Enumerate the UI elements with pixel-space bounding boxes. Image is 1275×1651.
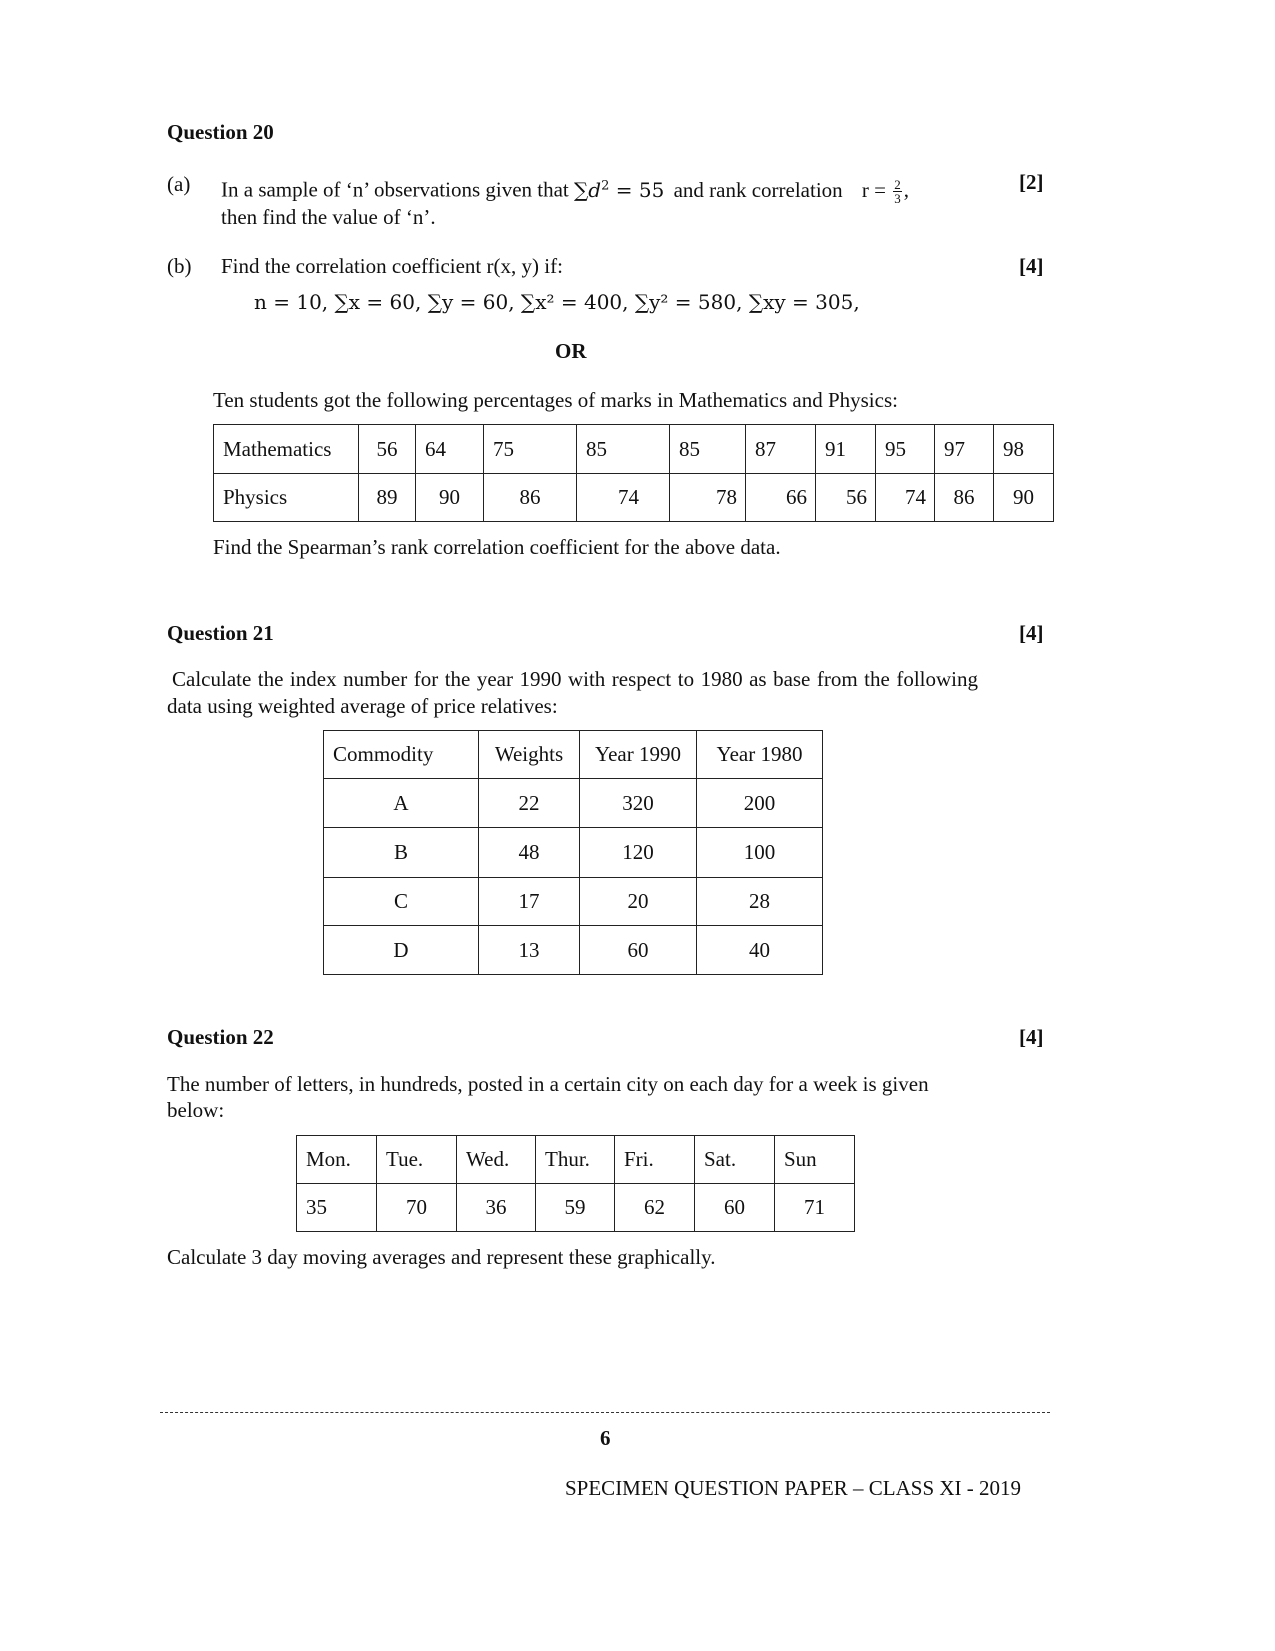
q20a-comma: ,: [903, 177, 909, 202]
table-cell: 74: [876, 474, 935, 522]
day-header: Wed.: [457, 1136, 536, 1184]
table-cell: 86: [935, 474, 994, 522]
footer-divider: [160, 1412, 1050, 1413]
table-cell: 120: [580, 828, 697, 878]
day-header: Sun: [775, 1136, 855, 1184]
table-cell: 28: [697, 878, 823, 926]
table-cell: 48: [479, 828, 580, 878]
day-header: Mon.: [297, 1136, 377, 1184]
q20a-line1-mid: and rank correlation: [673, 177, 843, 202]
table-row: [324, 878, 823, 926]
row-label: Physics: [214, 474, 359, 522]
table-row: [324, 926, 823, 975]
table-cell: 90: [994, 474, 1054, 522]
q20b-formula: n = 10, ∑x = 60, ∑y = 60, ∑x² = 400, ∑y² = 580, ∑xy = 305,: [254, 290, 860, 314]
table-cell: 91: [816, 425, 876, 474]
table-cell: 320: [580, 779, 697, 828]
table-cell: 74: [577, 474, 670, 522]
day-header: Fri.: [615, 1136, 695, 1184]
day-header: Thur.: [536, 1136, 615, 1184]
table-cell: 22: [479, 779, 580, 828]
q20b-marks: [4]: [1019, 254, 1044, 278]
marks-table-row: [214, 425, 1054, 474]
letters-table: [296, 1135, 855, 1232]
q20a-line1-pre: In a sample of ‘n’ observations given that: [221, 177, 569, 202]
q21-marks: [4]: [1019, 621, 1044, 645]
table-cell: 87: [746, 425, 816, 474]
table-cell: D: [324, 926, 479, 975]
table-cell: 75: [484, 425, 577, 474]
column-header: Year 1980: [697, 731, 823, 779]
column-header: Commodity: [324, 731, 479, 779]
table-cell: 90: [416, 474, 484, 522]
table-cell: 56: [359, 425, 416, 474]
table-cell: 86: [484, 474, 577, 522]
page-number: 6: [600, 1426, 611, 1450]
table-cell: 20: [580, 878, 697, 926]
column-header: Weights: [479, 731, 580, 779]
table-cell: 40: [697, 926, 823, 975]
q20b-line1: Find the correlation coefficient r(x, y) if:: [221, 254, 563, 278]
table-cell: 36: [457, 1184, 536, 1232]
q20a-sum-expression: $\sum d^2 = 55$: [574, 177, 665, 202]
index-table: [323, 730, 823, 975]
q20b-label: (b): [167, 254, 192, 278]
table-cell: A: [324, 779, 479, 828]
q20-or: OR: [555, 339, 587, 363]
table-row: [324, 828, 823, 878]
q21-text: Calculate the index number for the year 1990 with respect to 1980 as base from the following data using weighted average of price relatives:: [167, 667, 978, 718]
day-header: Tue.: [377, 1136, 457, 1184]
table-cell: 60: [580, 926, 697, 975]
table-cell: C: [324, 878, 479, 926]
q22-marks: [4]: [1019, 1025, 1044, 1049]
q20a-marks: [2]: [1019, 170, 1044, 194]
table-cell: 64: [416, 425, 484, 474]
table-cell: 89: [359, 474, 416, 522]
table-cell: 95: [876, 425, 935, 474]
table-cell: 200: [697, 779, 823, 828]
question-20-heading: Question 20: [167, 120, 274, 144]
table-cell: 59: [536, 1184, 615, 1232]
question-22-heading: Question 22: [167, 1025, 274, 1049]
table-row: [324, 779, 823, 828]
table-cell: 62: [615, 1184, 695, 1232]
table-cell: 66: [746, 474, 816, 522]
q20a-line2: then find the value of ‘n’.: [221, 205, 436, 229]
table-cell: 13: [479, 926, 580, 975]
q22-instruction: Calculate 3 day moving averages and represent these graphically.: [167, 1245, 716, 1269]
q20-alt-outro: Find the Spearman’s rank correlation coefficient for the above data.: [213, 535, 781, 559]
table-cell: 35: [297, 1184, 377, 1232]
q22-text: The number of letters, in hundreds, posted in a certain city on each day for a week is given below:: [167, 1072, 929, 1122]
table-cell: 60: [695, 1184, 775, 1232]
table-cell: 71: [775, 1184, 855, 1232]
table-cell: 100: [697, 828, 823, 878]
q20-alt-intro: Ten students got the following percentages of marks in Mathematics and Physics:: [213, 388, 898, 412]
column-header: Year 1990: [580, 731, 697, 779]
q20a-fraction: $\frac{2}{3}$: [894, 177, 901, 207]
letters-table-days-row: [297, 1136, 855, 1184]
table-cell: 70: [377, 1184, 457, 1232]
table-cell: 85: [577, 425, 670, 474]
table-cell: B: [324, 828, 479, 878]
letters-table-values-row: [297, 1184, 855, 1232]
table-cell: 17: [479, 878, 580, 926]
day-header: Sat.: [695, 1136, 775, 1184]
q20a-line1: [221, 172, 991, 205]
table-cell: 85: [670, 425, 746, 474]
q20a-r-equals: r =: [861, 177, 886, 202]
row-label: Mathematics: [214, 425, 359, 474]
table-cell: 97: [935, 425, 994, 474]
marks-table-row: [214, 474, 1054, 522]
table-cell: 56: [816, 474, 876, 522]
footer-title: SPECIMEN QUESTION PAPER – CLASS XI - 2019: [565, 1476, 1022, 1500]
question-21-heading: Question 21: [167, 621, 274, 645]
index-table-header-row: [324, 731, 823, 779]
marks-table: [213, 424, 1054, 522]
table-cell: 98: [994, 425, 1054, 474]
q20a-label: (a): [167, 172, 191, 196]
table-cell: 78: [670, 474, 746, 522]
